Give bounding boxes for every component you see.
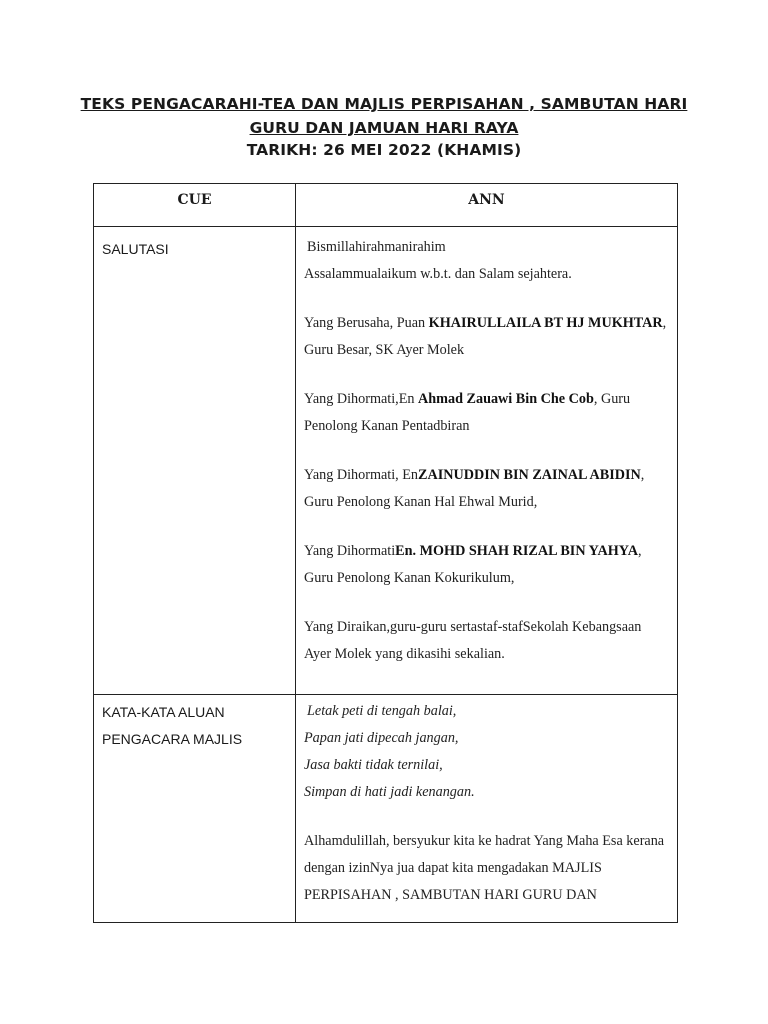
cue-kata-aluan-line-1: KATA-KATA ALUAN <box>102 704 225 720</box>
salam-text: Assalammualaikum w.b.t. dan Salam sejahtera. <box>304 266 572 282</box>
document-title-line-1: TEKS PENGACARAHI-TEA DAN MAJLIS PERPISAHAN , SAMBUTAN HARI <box>80 95 688 113</box>
table-row-kata-aluan <box>94 695 678 923</box>
header-ann-cell <box>296 184 678 227</box>
ann-cell-kata-aluan <box>296 695 678 923</box>
salutation-hem: Yang Dihormati, EnZAINUDDIN BIN ZAINAL ABIDIN, Guru Penolong Kanan Hal Ehwal Murid, <box>304 467 645 510</box>
salutation-guru-besar: Yang Berusaha, Puan KHAIRULLAILA BT HJ MUKHTAR, Guru Besar, SK Ayer Molek <box>304 315 667 358</box>
cue-kata-aluan-line-2: PENGACARA MAJLIS <box>102 731 243 747</box>
pantun-line: Papan jati dipecah jangan, <box>304 730 459 746</box>
salutation-pentadbiran: Yang Dihormati,En Ahmad Zauawi Bin Che Cob, Guru Penolong Kanan Pentadbiran <box>304 391 631 434</box>
salutation-guru-staf: Yang Diraikan,guru-guru sertastaf-stafSekolah Kebangsaan Ayer Molek yang dikasihi sekalian. <box>304 619 642 662</box>
ann-cell-salutasi <box>296 227 678 695</box>
document-date: TARIKH: 26 MEI 2022 (KHAMIS) <box>246 141 522 159</box>
pantun-line: Simpan di hati jadi kenangan. <box>304 784 475 800</box>
pantun-line: Letak peti di tengah balai, <box>307 703 457 719</box>
cue-salutasi: SALUTASI <box>102 241 169 257</box>
cue-cell-kata-aluan <box>94 695 296 923</box>
table-header-row <box>94 184 678 227</box>
document-title-line-2: GURU DAN JAMUAN HARI RAYA <box>249 119 519 137</box>
pantun <box>304 698 671 806</box>
pantun-line: Jasa bakti tidak ternilai, <box>304 757 443 773</box>
header-ann: ANN <box>468 192 505 208</box>
header-cue: CUE <box>177 192 212 208</box>
opening-paragraph: Alhamdulillah, bersyukur kita ke hadrat Yang Maha Esa kerana dengan izinNya jua dapat kita mengadakan MAJLIS PERPISAHAN , SAMBUTAN HARI GURU DAN <box>304 833 665 903</box>
header-cue-cell <box>94 184 296 227</box>
script-table <box>93 183 678 923</box>
bismillah-text: Bismillahirahmanirahim <box>307 239 446 255</box>
salutation-kokurikulum: Yang DihormatiEn. MOHD SHAH RIZAL BIN YAHYA, Guru Penolong Kanan Kokurikulum, <box>304 543 642 586</box>
table-row-salutasi <box>94 227 678 695</box>
cue-cell-salutasi <box>94 227 296 695</box>
